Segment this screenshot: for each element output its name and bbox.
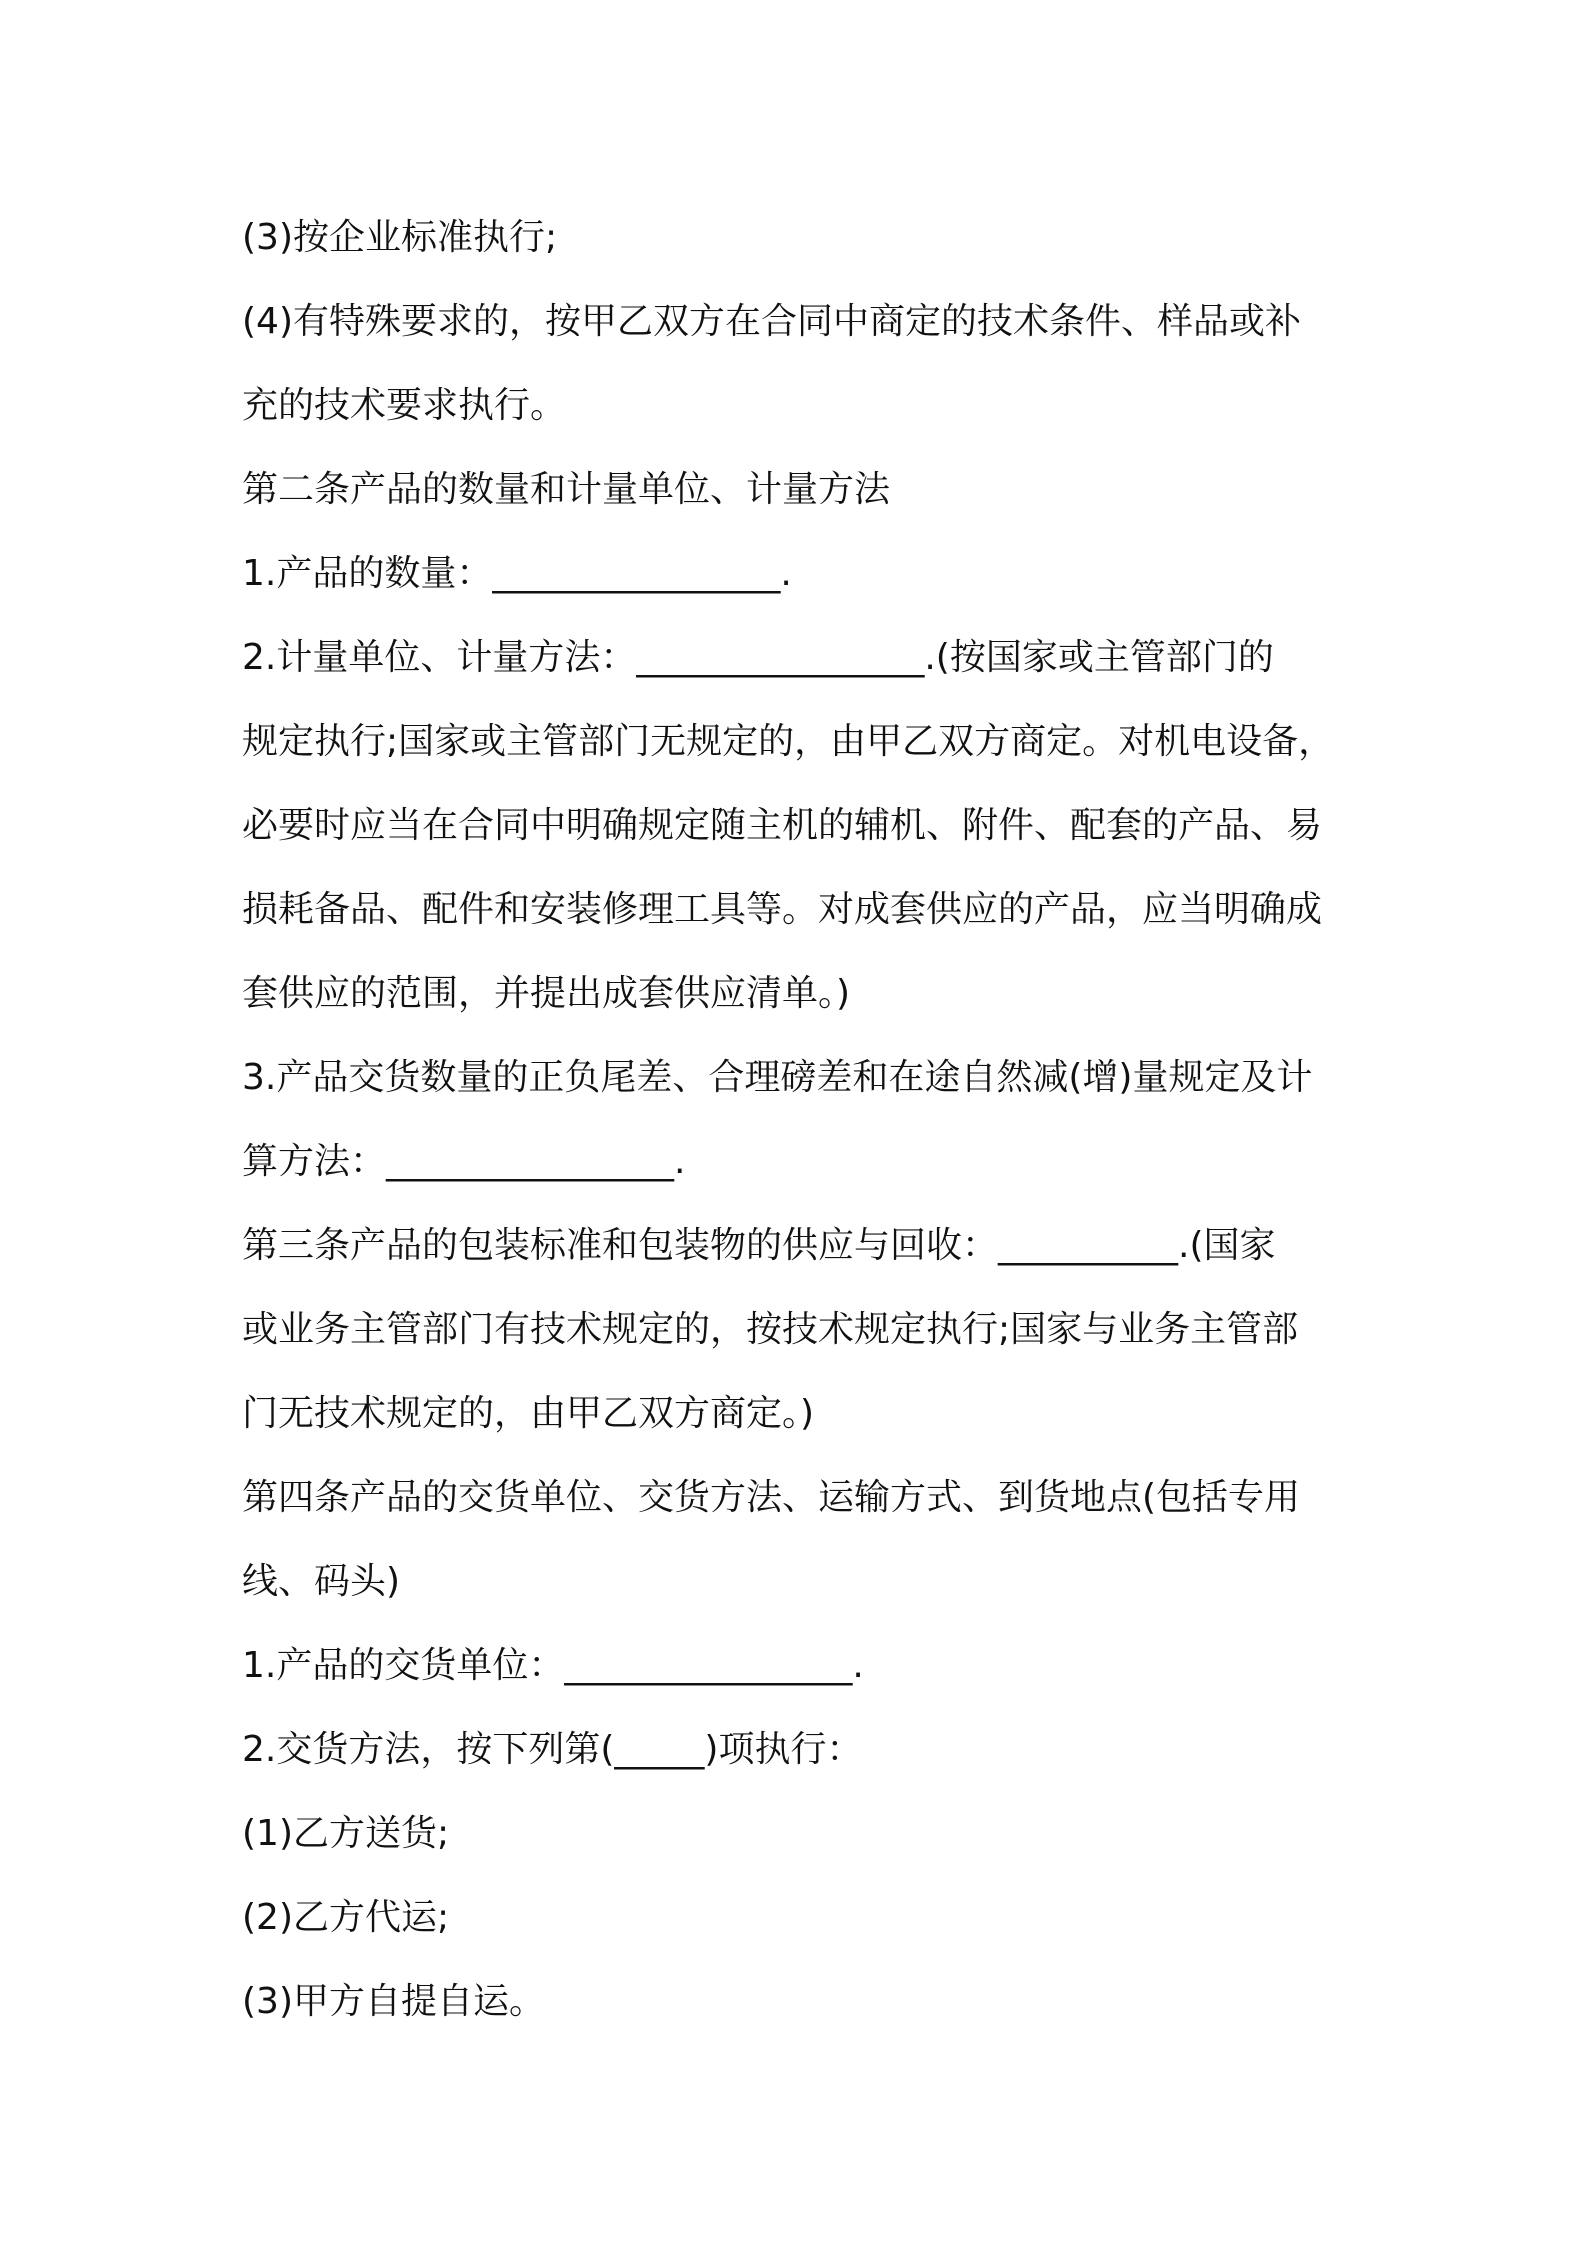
text-line-option-seller-delivery: (1)乙方送货; — [242, 1813, 450, 1854]
text-line-standard-enterprise: (3)按企业标准执行; — [242, 217, 558, 258]
article-2-heading: 第二条产品的数量和计量单位、计量方法 — [242, 469, 891, 510]
document-body — [242, 196, 1362, 2044]
article-4-heading: 第四条产品的交货单位、交货方法、运输方式、到货地点(包括专用 — [242, 1477, 1301, 1518]
text-line-delivery-unit: 1.产品的交货单位：________________. — [242, 1645, 864, 1686]
text-line-measurement-method-cont-2: 必要时应当在合同中明确规定随主机的辅机、附件、配套的产品、易 — [242, 805, 1323, 846]
article-4-heading-cont: 线、码头) — [242, 1561, 401, 1602]
text-line-quantity-tolerance: 3.产品交货数量的正负尾差、合理磅差和在途自然减(增)量规定及计 — [242, 1057, 1313, 1098]
text-line-special-requirements-cont: 充的技术要求执行。 — [242, 385, 567, 426]
text-line-option-seller-shipping: (2)乙方代运; — [242, 1897, 450, 1938]
text-line-measurement-method-cont-3: 损耗备品、配件和安装修理工具等。对成套供应的产品，应当明确成 — [242, 889, 1323, 930]
text-line-special-requirements: (4)有特殊要求的，按甲乙双方在合同中商定的技术条件、样品或补 — [242, 301, 1301, 342]
text-line-product-quantity: 1.产品的数量：________________. — [242, 553, 792, 594]
text-line-delivery-method: 2.交货方法，按下列第(_____)项执行： — [242, 1729, 863, 1770]
text-line-packaging-cont-2: 门无技术规定的，由甲乙双方商定。) — [242, 1393, 815, 1434]
text-line-measurement-method-cont-1: 规定执行;国家或主管部门无规定的，由甲乙双方商定。对机电设备， — [242, 721, 1335, 762]
text-line-packaging-cont-1: 或业务主管部门有技术规定的，按技术规定执行;国家与业务主管部 — [242, 1309, 1299, 1350]
text-line-measurement-method: 2.计量单位、计量方法：________________.(按国家或主管部门的 — [242, 637, 1274, 678]
text-line-quantity-tolerance-cont: 算方法：________________. — [242, 1141, 686, 1182]
text-line-option-buyer-pickup: (3)甲方自提自运。 — [242, 1981, 545, 2022]
text-line-measurement-method-cont-4: 套供应的范围，并提出成套供应清单。) — [242, 973, 851, 1014]
article-3-heading: 第三条产品的包装标准和包装物的供应与回收：__________.(国家 — [242, 1225, 1276, 1266]
